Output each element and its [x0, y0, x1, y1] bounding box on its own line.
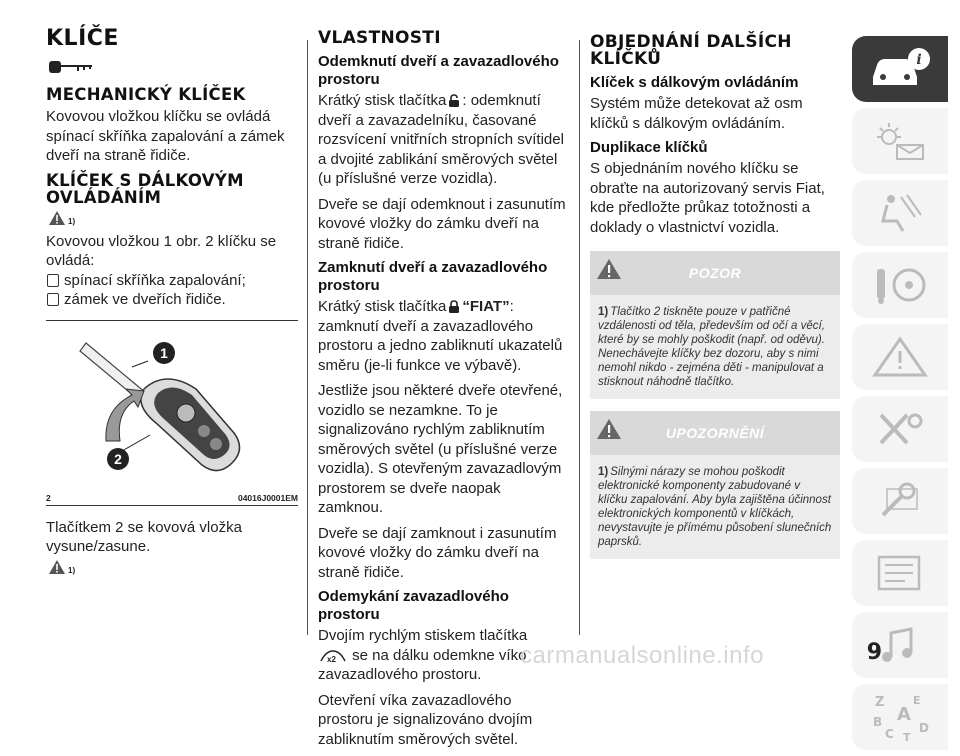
column-order-keys: [590, 34, 840, 559]
car-info-icon: [867, 47, 933, 91]
warning-triangle-icon: [596, 257, 622, 281]
list-item: zámek ve dveřích řidiče.: [46, 290, 298, 310]
divider: [46, 320, 298, 321]
unlock-title: Odemknutí dveří a zavazadlového prostoru: [318, 53, 559, 88]
unlock-text-2: Dveře se dají odemknout i zasunutím kovové vložky do zámku dveří na straně řidiče.: [318, 195, 566, 252]
watermark: carmanualsonline.info: [520, 642, 764, 669]
notice-caution-body: 1) Silnými nárazy se mohou poškodit elektronické komponenty zabudované v klíčku zapalování. Aby byla zajištěna účinnost elektronických komponentů v klíčkách, nevystavujte je přímému působení slunečních paprsků.: [590, 455, 840, 559]
notice-warning-header: POZOR: [590, 251, 840, 295]
svg-text:D: D: [919, 721, 929, 735]
tab-wrench-car[interactable]: [852, 468, 948, 534]
trunk-unlock-text: Dvojím rychlým stiskem tlačítka x2 se na dálku odemkne víko zavazadlového prostoru.: [318, 627, 528, 683]
lock-icon: [448, 300, 460, 314]
figure-caption: [46, 493, 298, 506]
mechanical-key-text: Kovovou vložkou klíčku se ovládá spínací skříňka zapalování a zámek dveří na straně řidiče.: [46, 108, 285, 164]
trunk-x2-icon: x2: [320, 649, 346, 663]
lock-text: Krátký stisk tlačítka “FIAT”: zamknutí dveří a zavazadlového prostoru a jedno zabliknutí ukazatelů směru (je-li funkce ve výbavě).: [318, 298, 563, 374]
lock-title: Zamknutí dveří a zavazadlového prostoru: [318, 259, 548, 294]
warning-reference: 1): [48, 559, 298, 575]
svg-text:Z: Z: [875, 695, 885, 710]
tools-icon: [867, 407, 933, 451]
remote-key-count-text: Systém může detekovat až osm klíčků s dálkovým ovládáním.: [590, 95, 803, 132]
notice-caution-header: UPOZORNĚNÍ: [590, 411, 840, 455]
warning-triangle-icon: [48, 210, 66, 226]
features-title: VLASTNOSTI: [318, 28, 441, 48]
column-divider: [579, 40, 580, 635]
technical-data-icon: [867, 551, 933, 595]
callout-2: 2: [114, 450, 122, 467]
mechanical-key-icon: [48, 57, 298, 80]
figure-code: 04016J0001EM: [237, 492, 298, 503]
tab-warning[interactable]: [852, 324, 948, 390]
tab-car-info[interactable]: [852, 36, 948, 102]
svg-text:T: T: [903, 731, 911, 742]
order-keys-title: OBJEDNÁNÍ DALŠÍCH KLÍČKŮ: [590, 32, 792, 69]
tab-technical-data[interactable]: [852, 540, 948, 606]
key-steering-icon: [867, 263, 933, 307]
wrench-car-icon: [867, 479, 933, 523]
svg-text:B: B: [873, 715, 883, 729]
svg-text:C: C: [885, 727, 894, 741]
tab-key-steering[interactable]: [852, 252, 948, 318]
trunk-unlock-text-2: Otevření víka zavazadlového prostoru je signalizováno dvojím zabliknutím směrových světel.: [318, 691, 533, 748]
remote-key-illustration: [46, 331, 298, 489]
figure-number: 2: [46, 492, 51, 503]
tab-index[interactable]: [852, 684, 948, 750]
trunk-unlock-title: Odemykání zavazadlového prostoru: [318, 588, 509, 623]
key-figure: [46, 331, 298, 489]
tab-seat-airbag[interactable]: [852, 180, 948, 246]
tab-tools[interactable]: [852, 396, 948, 462]
page-number: 9: [866, 640, 882, 665]
unlock-icon: [448, 94, 460, 108]
checkbox-bullet-icon: [47, 274, 59, 287]
index-letters-icon: [867, 692, 933, 742]
svg-text:E: E: [913, 694, 921, 707]
warning-triangle-icon: [867, 335, 933, 379]
lock-text-2: Jestliže jsou některé dveře otevřené, vozidlo se nezamkne. To je signalizováno rychlým zabliknutím směrových světel (u příslušné verze vozidla). S otevřeným zavazadlovým prostorem se dveře naopak zamknou.: [318, 382, 563, 516]
svg-text:A: A: [897, 704, 911, 725]
page-title: KLÍČE: [46, 26, 119, 51]
callout-1: 1: [160, 344, 168, 361]
warning-triangle-icon: [596, 417, 622, 441]
warning-triangle-icon: [48, 559, 66, 575]
checkbox-bullet-icon: [47, 293, 59, 306]
dashboard-lights-icon: [867, 119, 933, 163]
remote-key-text: Kovovou vložkou 1 obr. 2 klíčku se ovládá:: [46, 232, 277, 269]
unlock-text: Krátký stisk tlačítka : odemknutí dveří a zavazadelníku, časované rozsvícení vnitřních stropních svítidel a dvojité zablikání směrových světel (u příslušné verze vozidla).: [318, 92, 564, 187]
column-keys: [46, 26, 298, 581]
column-divider: [307, 40, 308, 635]
remote-key-title: KLÍČEK S DÁLKOVÝM OVLÁDÁNÍM: [46, 170, 244, 207]
list-item: spínací skříňka zapalování;: [46, 271, 298, 291]
mechanical-key-title: MECHANICKÝ KLÍČEK: [46, 85, 246, 104]
seat-airbag-icon: [867, 191, 933, 235]
duplicate-keys-text: S objednáním nového klíčku se obraťte na autorizovaný servis Fiat, kde předložte průkaz totožnosti a doklady o vlastnictví vozidla.: [590, 160, 825, 236]
button-text: Tlačítkem 2 se kovová vložka vysune/zasune.: [46, 518, 242, 555]
remote-key-subtitle: Klíček s dálkovým ovládáním: [590, 74, 799, 91]
warning-reference: 1): [48, 210, 298, 226]
tab-dashboard-lights[interactable]: [852, 108, 948, 174]
svg-text:i: i: [916, 52, 922, 68]
lock-text-3: Dveře se dají zamknout i zasunutím kovové vložky do zámku dveří na straně řidiče.: [318, 524, 557, 581]
duplicate-keys-title: Duplikace klíčků: [590, 139, 708, 156]
notice-warning-body: 1) Tlačítko 2 tiskněte pouze v patřičné vzdálenosti od těla, především od očí a věcí, které by se mohly poškodit (např. od oděvu). Nenechávejte klíčky bez dozoru, aby s nimi nemohl nikdo - zejména děti - manipulovat a stisknout náhodně tlačítko.: [590, 295, 840, 399]
